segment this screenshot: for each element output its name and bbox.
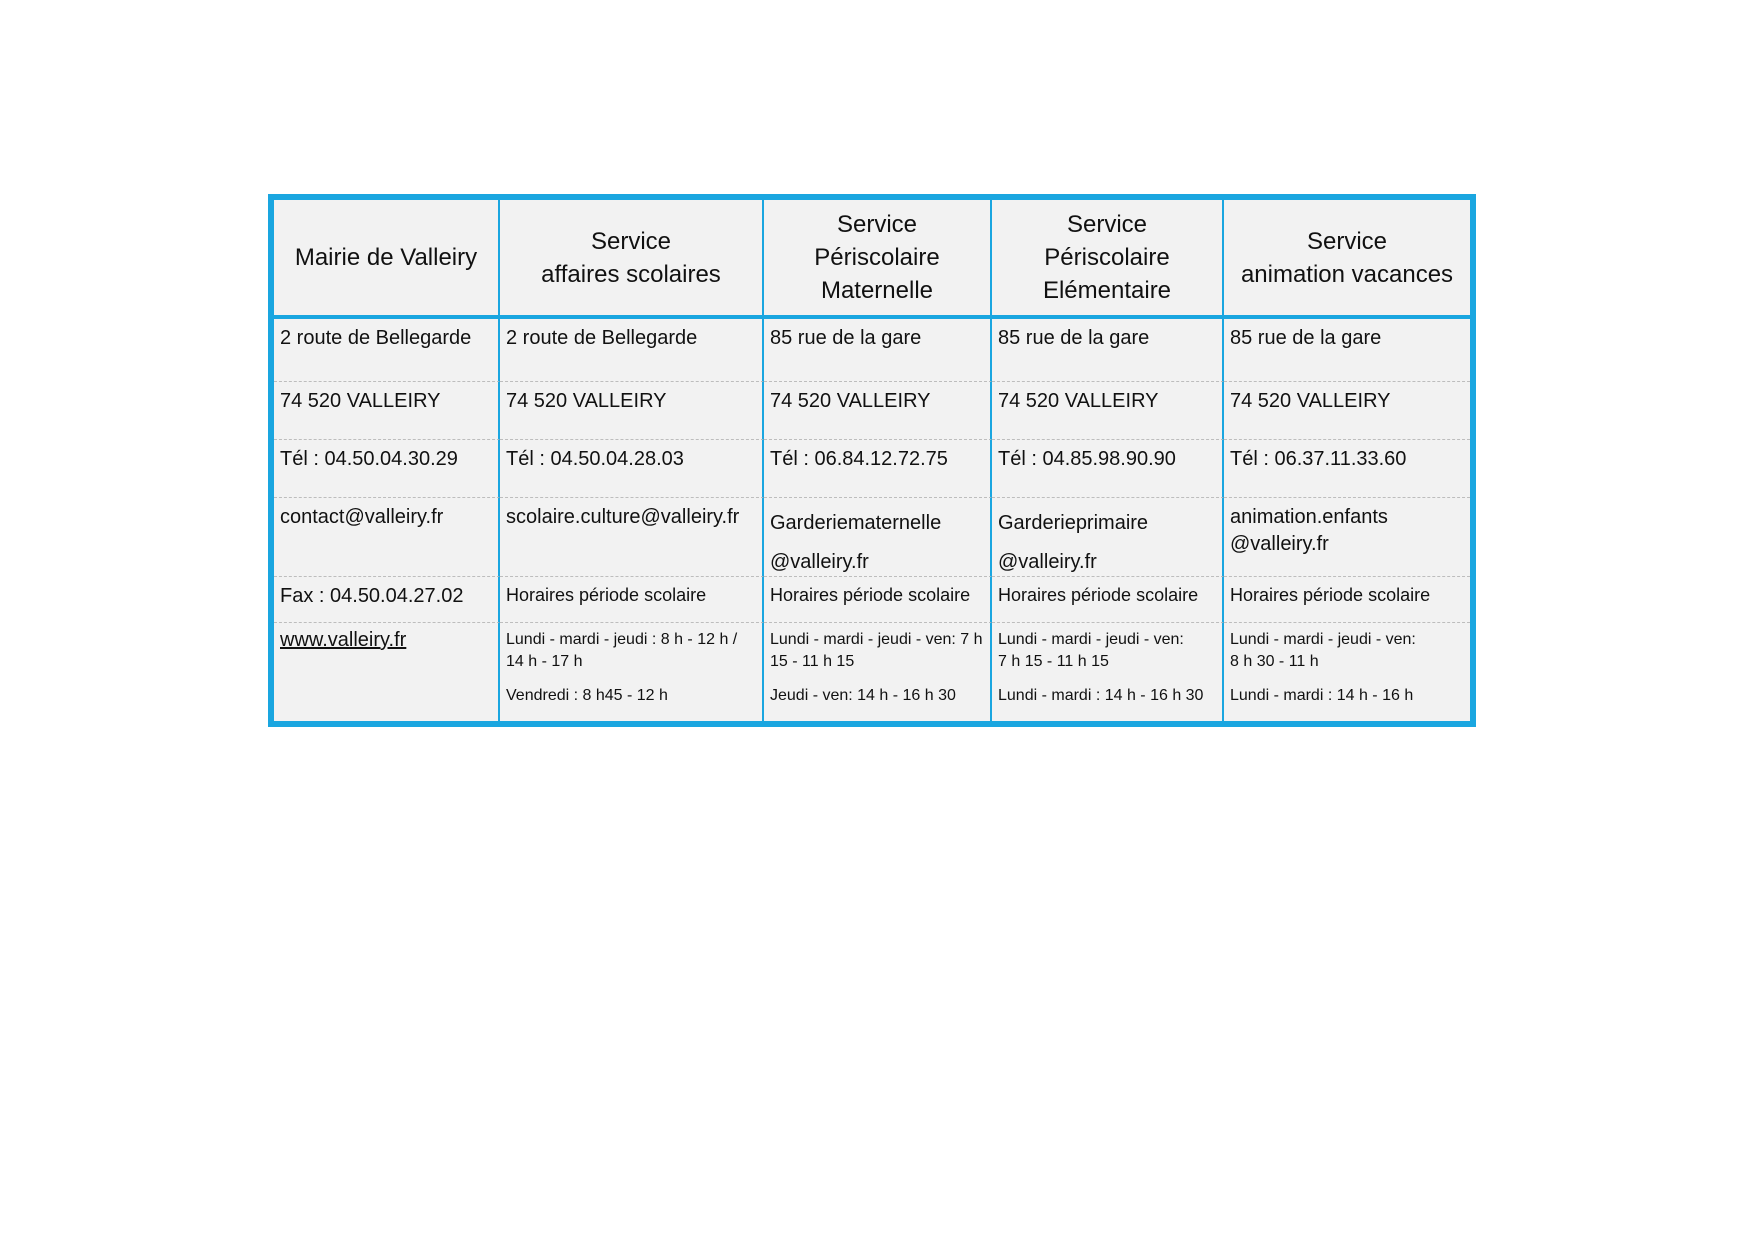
header-periscolaire-elementaire: [992, 200, 1224, 319]
hours-line: Lundi - mardi - jeudi - ven: 7 h 15 - 11 h 15: [998, 631, 1184, 670]
header-label: Service Périscolaire Elémentaire: [1042, 211, 1172, 304]
header-label: Service affaires scolaires: [541, 227, 721, 288]
hours-details: [992, 623, 1224, 721]
hours-title: Horaires période scolaire: [1224, 577, 1470, 623]
fax-number: Fax : 04.50.04.27.02: [274, 577, 500, 623]
header-animation-vacances: [1224, 200, 1470, 319]
address-city: 74 520 VALLEIRY: [500, 382, 764, 440]
address-street: 85 rue de la gare: [1224, 319, 1470, 382]
email-address: animation.enfants @valleiry.fr: [1224, 498, 1470, 577]
phone-number: Tél : 06.84.12.72.75: [764, 440, 992, 498]
address-street: 85 rue de la gare: [992, 319, 1224, 382]
header-affaires-scolaires: [500, 200, 764, 319]
hours-title: Horaires période scolaire: [992, 577, 1224, 623]
email-address: scolaire.culture@valleiry.fr: [500, 498, 764, 577]
header-label: Service animation vacances: [1240, 227, 1454, 288]
hours-line: Lundi - mardi - jeudi - ven: 7 h 15 - 11 h 15: [770, 631, 983, 670]
address-street: 2 route de Bellegarde: [274, 319, 500, 382]
header-mairie: [274, 200, 500, 319]
hours-line: Lundi - mardi : 14 h - 16 h 30: [998, 687, 1204, 704]
email-address: contact@valleiry.fr: [274, 498, 500, 577]
website-link[interactable]: www.valleiry.fr: [280, 629, 407, 651]
phone-number: Tél : 04.50.04.28.03: [500, 440, 764, 498]
phone-number: Tél : 06.37.11.33.60: [1224, 440, 1470, 498]
phone-number: Tél : 04.50.04.30.29: [274, 440, 500, 498]
hours-details: [1224, 623, 1470, 721]
address-city: 74 520 VALLEIRY: [1224, 382, 1470, 440]
hours-title: Horaires période scolaire: [500, 577, 764, 623]
hours-line: Lundi - mardi - jeudi - ven: 8 h 30 - 11 h: [1230, 631, 1416, 670]
header-periscolaire-maternelle: [764, 200, 992, 319]
hours-line: Vendredi : 8 h45 - 12 h: [506, 687, 668, 704]
header-label: Service Périscolaire Maternelle: [814, 211, 940, 304]
header-label: Mairie de Valleiry: [294, 244, 478, 271]
address-street: 2 route de Bellegarde: [500, 319, 764, 382]
address-city: 74 520 VALLEIRY: [274, 382, 500, 440]
address-city: 74 520 VALLEIRY: [992, 382, 1224, 440]
hours-line: Lundi - mardi : 14 h - 16 h: [1230, 687, 1414, 704]
hours-line: Jeudi - ven: 14 h - 16 h 30: [770, 687, 956, 704]
hours-details: [764, 623, 992, 721]
phone-number: Tél : 04.85.98.90.90: [992, 440, 1224, 498]
hours-details: [500, 623, 764, 721]
hours-title: Horaires période scolaire: [764, 577, 992, 623]
address-street: 85 rue de la gare: [764, 319, 992, 382]
address-city: 74 520 VALLEIRY: [764, 382, 992, 440]
email-address: Garderieprimaire @valleiry.fr: [992, 498, 1224, 577]
services-contact-table: [268, 194, 1476, 727]
hours-line: Lundi - mardi - jeudi : 8 h - 12 h / 14 h - 17 h: [506, 631, 738, 670]
email-address: Garderiematernelle @valleiry.fr: [764, 498, 992, 577]
website-cell: [274, 623, 500, 721]
